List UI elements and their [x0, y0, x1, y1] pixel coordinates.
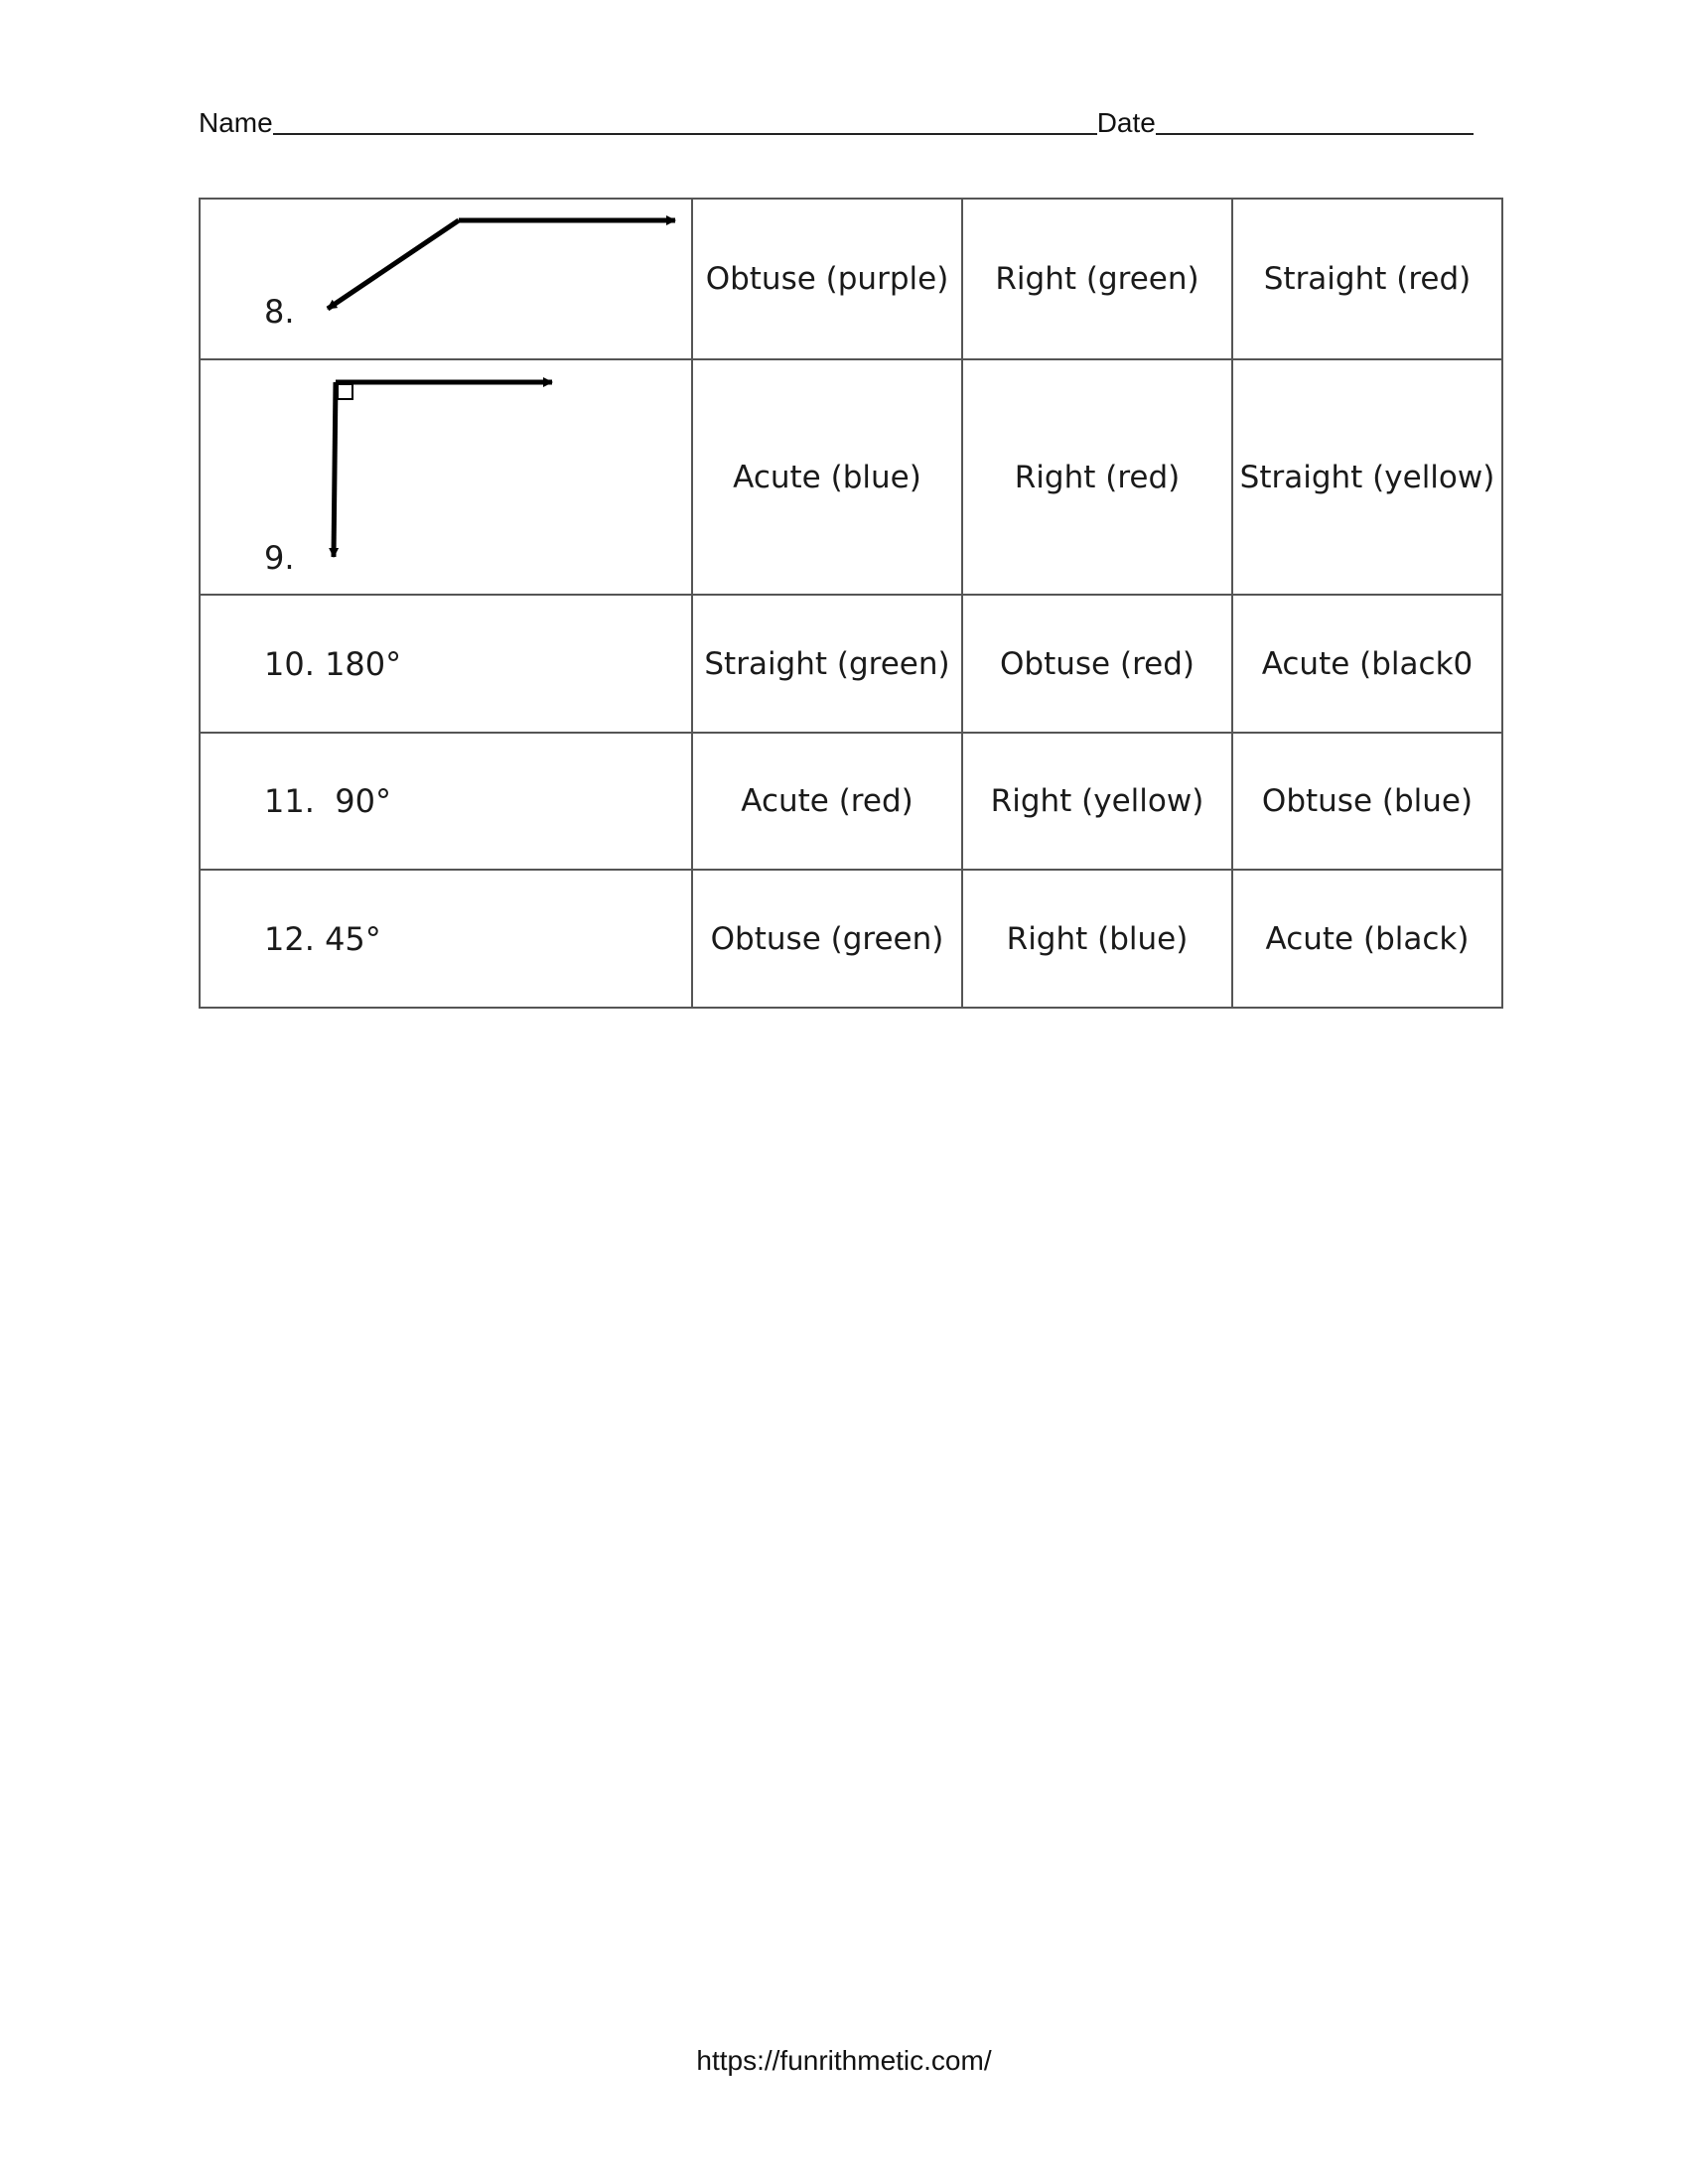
angle-ray-vertical [334, 382, 336, 557]
answer-choice[interactable]: Acute (blue) [692, 359, 962, 595]
question-cell [200, 733, 692, 870]
answer-choice[interactable]: Right (blue) [962, 870, 1232, 1008]
name-label: Name [199, 107, 273, 138]
answer-choice[interactable]: Obtuse (blue) [1232, 733, 1502, 870]
question-cell [200, 595, 692, 733]
table-row [200, 595, 1502, 733]
question-cell [200, 359, 692, 595]
question-number: 9. [264, 539, 295, 577]
date-label: Date [1096, 107, 1156, 138]
answer-choice[interactable]: Straight (red) [1232, 199, 1502, 359]
answer-choice[interactable]: Acute (black0 [1232, 595, 1502, 733]
answer-choice[interactable]: Acute (red) [692, 733, 962, 870]
table-row [200, 733, 1502, 870]
answer-choice[interactable]: Obtuse (green) [692, 870, 962, 1008]
answer-choice[interactable]: Acute (black) [1232, 870, 1502, 1008]
answer-choice[interactable]: Straight (yellow) [1232, 359, 1502, 595]
angle-ray-diagonal [328, 220, 459, 309]
question-prompt: 12. 45° [264, 919, 381, 958]
answer-choice[interactable]: Straight (green) [692, 595, 962, 733]
date-field[interactable] [1156, 107, 1474, 135]
question-number: 8. [264, 293, 295, 331]
question-cell [200, 870, 692, 1008]
answer-choice[interactable]: Right (red) [962, 359, 1232, 595]
table-row [200, 359, 1502, 595]
question-prompt: 11. 90° [264, 782, 391, 820]
name-date-header [199, 99, 1489, 139]
answer-choice[interactable]: Obtuse (red) [962, 595, 1232, 733]
obtuse-angle-diagram [201, 200, 693, 360]
right-angle-marker [338, 384, 352, 399]
angle-worksheet-table [199, 198, 1503, 1009]
answer-choice[interactable]: Right (green) [962, 199, 1232, 359]
name-field[interactable] [273, 107, 1097, 135]
question-cell [200, 199, 692, 359]
answer-choice[interactable]: Right (yellow) [962, 733, 1232, 870]
question-prompt: 10. 180° [264, 644, 402, 683]
footer-url: https://funrithmetic.com/ [696, 2045, 992, 2076]
answer-choice[interactable]: Obtuse (purple) [692, 199, 962, 359]
table-row [200, 199, 1502, 359]
table-row [200, 870, 1502, 1008]
